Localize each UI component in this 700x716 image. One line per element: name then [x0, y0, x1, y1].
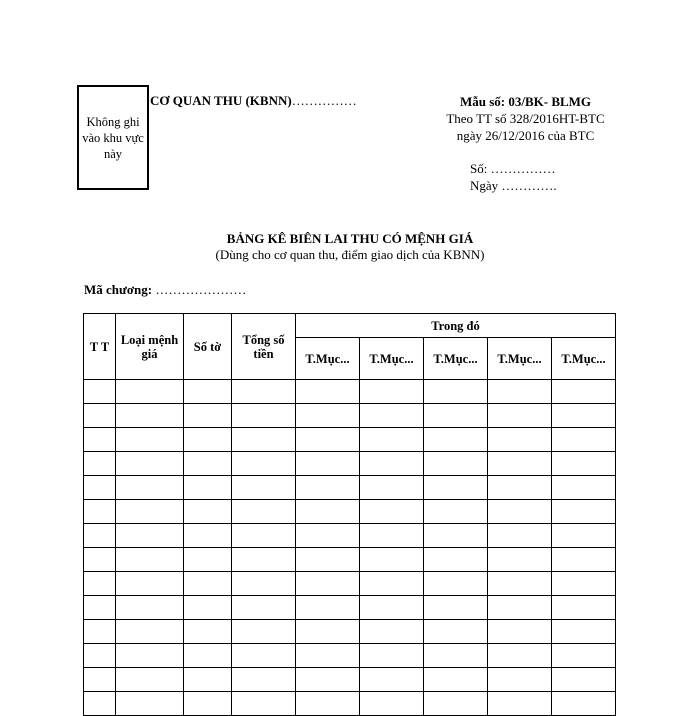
table-cell: [552, 524, 616, 548]
table-cell: [552, 500, 616, 524]
table-cell: [552, 380, 616, 404]
table-row: [84, 476, 616, 500]
table-cell: [424, 428, 488, 452]
header-sheets: Số tờ: [184, 314, 232, 380]
table-cell: [184, 668, 232, 692]
table-cell: [84, 380, 116, 404]
table-cell: [488, 452, 552, 476]
table-cell: [424, 548, 488, 572]
table-cell: [232, 692, 296, 716]
table-cell: [84, 668, 116, 692]
agency-dots: ……………: [291, 93, 357, 108]
table-row: [84, 428, 616, 452]
table-cell: [84, 692, 116, 716]
table-row: [84, 380, 616, 404]
table-cell: [296, 380, 360, 404]
table-body: [84, 380, 616, 716]
table-cell: [84, 572, 116, 596]
table-cell: [84, 596, 116, 620]
table-cell: [424, 572, 488, 596]
table-cell: [296, 404, 360, 428]
table-row: [84, 500, 616, 524]
table-cell: [488, 524, 552, 548]
table-cell: [296, 668, 360, 692]
table-cell: [296, 644, 360, 668]
table-cell: [232, 452, 296, 476]
table-cell: [184, 428, 232, 452]
table-row: [84, 404, 616, 428]
table-cell: [184, 596, 232, 620]
header-sub-item-3: T.Mục...: [424, 338, 488, 380]
table-cell: [552, 596, 616, 620]
table-cell: [552, 452, 616, 476]
chapter-label: Mã chương:: [84, 282, 153, 297]
table-row: [84, 596, 616, 620]
table-cell: [232, 668, 296, 692]
table-cell: [360, 428, 424, 452]
header-sub-item-4: T.Mục...: [488, 338, 552, 380]
table-cell: [84, 548, 116, 572]
table-cell: [488, 668, 552, 692]
no-write-text: Không ghi vào khu vực này: [82, 114, 144, 161]
table-cell: [552, 572, 616, 596]
table-row: [84, 548, 616, 572]
table-cell: [184, 548, 232, 572]
table-cell: [232, 620, 296, 644]
header-total: Tổng số tiền: [232, 314, 296, 380]
table-cell: [488, 404, 552, 428]
table-row: [84, 524, 616, 548]
table-cell: [296, 548, 360, 572]
table-cell: [488, 644, 552, 668]
table-cell: [184, 644, 232, 668]
table-cell: [424, 524, 488, 548]
table-cell: [296, 452, 360, 476]
table-cell: [296, 500, 360, 524]
table-cell: [360, 500, 424, 524]
table-cell: [360, 644, 424, 668]
table-cell: [116, 692, 184, 716]
table-cell: [424, 404, 488, 428]
table-cell: [232, 404, 296, 428]
table-cell: [424, 380, 488, 404]
table-cell: [488, 548, 552, 572]
table-cell: [360, 548, 424, 572]
table-cell: [552, 428, 616, 452]
agency-label: CƠ QUAN THU (KBNN): [150, 93, 292, 108]
table-cell: [296, 596, 360, 620]
table-cell: [232, 572, 296, 596]
table-cell: [84, 500, 116, 524]
table-cell: [296, 428, 360, 452]
document-subtitle: (Dùng cho cơ quan thu, điểm giao dịch của KBNN): [215, 247, 485, 262]
form-regulation: Theo TT số 328/2016HT-BTC: [446, 111, 605, 126]
table-cell: [488, 620, 552, 644]
header-tt: T T: [84, 314, 116, 380]
table-cell: [116, 452, 184, 476]
table-cell: [116, 404, 184, 428]
table-cell: [296, 692, 360, 716]
table-cell: [232, 596, 296, 620]
table-cell: [232, 476, 296, 500]
document-title: BẢNG KÊ BIÊN LAI THU CÓ MỆNH GIÁ: [226, 231, 474, 246]
table-cell: [232, 524, 296, 548]
chapter-code: [84, 282, 246, 298]
table-row: [84, 572, 616, 596]
table-cell: [116, 476, 184, 500]
table-cell: [84, 524, 116, 548]
table-cell: [232, 548, 296, 572]
table-cell: [424, 476, 488, 500]
table-cell: [116, 524, 184, 548]
table-cell: [360, 380, 424, 404]
table-cell: [116, 668, 184, 692]
table-cell: [184, 476, 232, 500]
table-cell: [552, 620, 616, 644]
table-cell: [360, 476, 424, 500]
table-cell: [424, 452, 488, 476]
table-cell: [424, 500, 488, 524]
table-cell: [360, 596, 424, 620]
table-cell: [232, 644, 296, 668]
table-cell: [232, 380, 296, 404]
table-cell: [552, 692, 616, 716]
table-cell: [116, 548, 184, 572]
table-cell: [184, 572, 232, 596]
header-sub-item-1: T.Mục...: [296, 338, 360, 380]
header-sub-item-2: T.Mục...: [360, 338, 424, 380]
table-cell: [116, 644, 184, 668]
table-cell: [232, 428, 296, 452]
table-row: [84, 452, 616, 476]
table-cell: [424, 644, 488, 668]
table-cell: [84, 620, 116, 644]
number-date-block: [470, 160, 557, 194]
table-cell: [184, 380, 232, 404]
table-cell: [116, 620, 184, 644]
table-row: [84, 620, 616, 644]
table-cell: [84, 404, 116, 428]
table-cell: [424, 596, 488, 620]
table-row: [84, 644, 616, 668]
table-cell: [488, 500, 552, 524]
table-cell: [360, 668, 424, 692]
table-cell: [116, 428, 184, 452]
no-write-box: [77, 85, 149, 190]
table-cell: [84, 644, 116, 668]
table-cell: [424, 692, 488, 716]
document-number: Số: ……………: [470, 161, 556, 176]
table-cell: [552, 668, 616, 692]
table-cell: [488, 596, 552, 620]
table-cell: [84, 476, 116, 500]
table-cell: [184, 692, 232, 716]
table-cell: [488, 692, 552, 716]
table-cell: [296, 572, 360, 596]
table-cell: [360, 452, 424, 476]
table-cell: [424, 620, 488, 644]
table-cell: [552, 476, 616, 500]
table-cell: [184, 404, 232, 428]
table-cell: [296, 620, 360, 644]
header-of-which: Trong đó: [296, 314, 616, 338]
form-code: Mẫu số: 03/BK- BLMG: [459, 94, 592, 109]
table-row: [84, 668, 616, 692]
table-cell: [116, 596, 184, 620]
table-cell: [184, 452, 232, 476]
table-cell: [360, 572, 424, 596]
table-cell: [84, 428, 116, 452]
document-date: Ngày ………….: [470, 178, 557, 193]
receipt-table: [83, 313, 616, 716]
table-cell: [552, 548, 616, 572]
header-denomination: Loại mệnh giá: [116, 314, 184, 380]
table-cell: [488, 380, 552, 404]
table-cell: [296, 476, 360, 500]
table-cell: [116, 572, 184, 596]
table-cell: [184, 500, 232, 524]
form-code-block: [418, 93, 633, 144]
table-cell: [232, 500, 296, 524]
table-cell: [488, 572, 552, 596]
header-sub-item-5: T.Mục...: [552, 338, 616, 380]
table-cell: [552, 404, 616, 428]
form-regulation-date: ngày 26/12/2016 của BTC: [456, 128, 595, 143]
table-cell: [84, 452, 116, 476]
table-cell: [360, 524, 424, 548]
table-cell: [360, 404, 424, 428]
agency-header: [150, 93, 357, 109]
table-cell: [116, 500, 184, 524]
table-cell: [424, 668, 488, 692]
table-cell: [552, 644, 616, 668]
table-cell: [184, 524, 232, 548]
chapter-dots: …………………: [155, 282, 247, 297]
table-cell: [360, 692, 424, 716]
table-cell: [488, 476, 552, 500]
table-row: [84, 692, 616, 716]
table-cell: [488, 428, 552, 452]
table-cell: [296, 524, 360, 548]
table-cell: [116, 380, 184, 404]
table-cell: [184, 620, 232, 644]
table-cell: [360, 620, 424, 644]
